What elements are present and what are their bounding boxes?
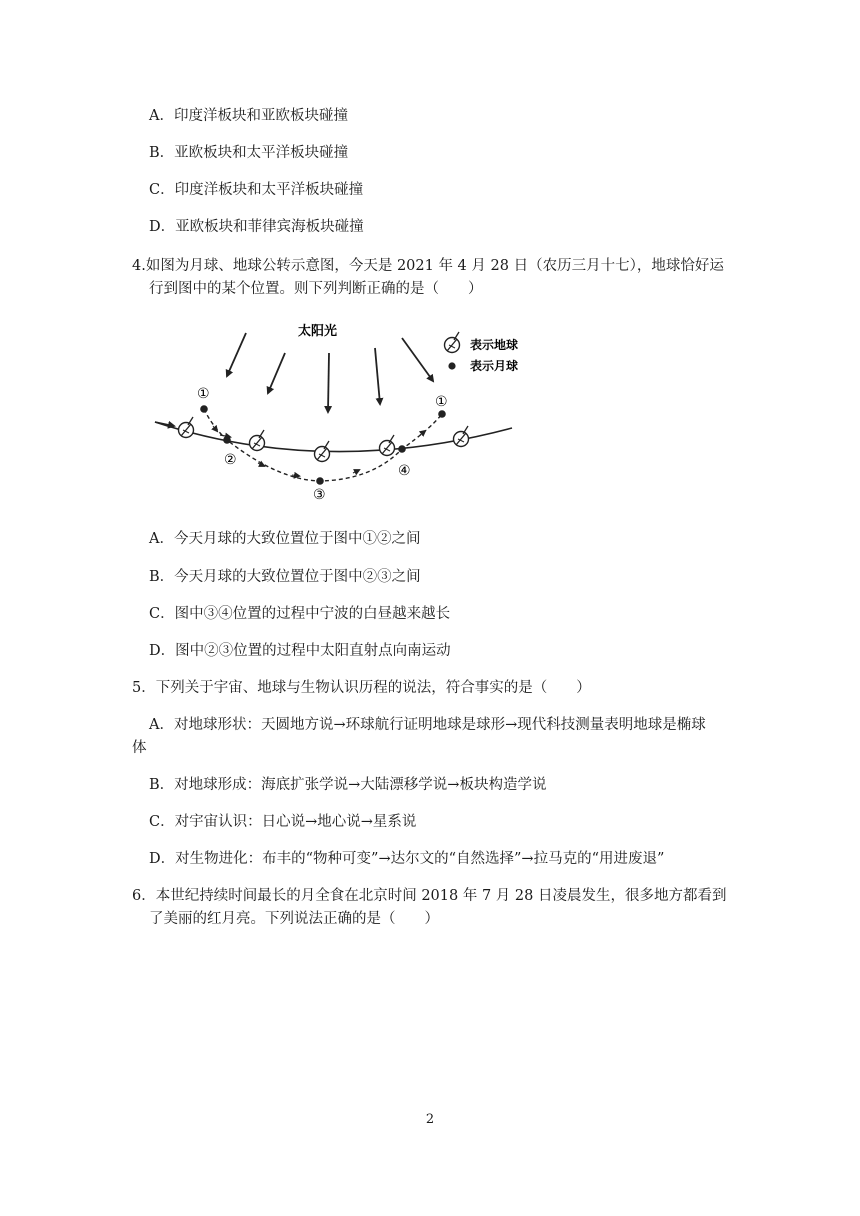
- moon-position-4: [398, 445, 406, 453]
- sunlight-arrows: [227, 333, 433, 412]
- q6-stem-line1: 6．本世纪持续时间最长的月全食在北京时间 2018 年 7 月 28 日凌晨发生，很多地方都看到: [132, 888, 727, 904]
- q5-option-b: B．对地球形成：海底扩张学说→大陆漂移学说→板块构造学说: [149, 777, 547, 793]
- q5-option-a-line1: A．对地球形状：天圆地方说→环球航行证明地球是球形→现代科技测量表明地球是椭球: [149, 717, 706, 733]
- q6-stem-line2: 了美丽的红月亮。下列说法正确的是（ ）: [149, 911, 439, 927]
- q4-stem-line1: 4.如图为月球、地球公转示意图，今天是 2021 年 4 月 28 日（农历三月十七），地球恰好运: [132, 258, 724, 274]
- pos2-label: ②: [224, 452, 237, 468]
- sunlight-label: 太阳光: [298, 324, 338, 339]
- legend: [445, 332, 519, 373]
- pos4-label: ④: [398, 463, 411, 479]
- moon-position-1-right: [438, 410, 446, 418]
- q4-stem-line2: 行到图中的某个位置。则下列判断正确的是（ ）: [149, 281, 483, 297]
- earth-position-2: [250, 430, 265, 451]
- q4-option-a: A．今天月球的大致位置位于图中①②之间: [149, 531, 421, 547]
- moon-position-2: [223, 436, 231, 444]
- legend-moon-label: 表示月球: [470, 359, 519, 373]
- q3-option-d: D．亚欧板块和菲律宾海板块碰撞: [149, 219, 364, 235]
- q4-option-d: D．图中②③位置的过程中太阳直射点向南运动: [149, 643, 451, 659]
- q4-option-c: C．图中③④位置的过程中宁波的白昼越来越长: [149, 606, 451, 622]
- moon-earth-orbit-diagram: [150, 318, 530, 510]
- page-number: 2: [425, 1112, 435, 1127]
- earth-position-4: [380, 435, 395, 456]
- q5-option-c: C．对宇宙认识：日心说→地心说→星系说: [149, 814, 417, 830]
- moon-position-3: [316, 477, 324, 485]
- legend-earth-icon: [445, 332, 460, 353]
- pos1-right-label: ①: [435, 394, 448, 410]
- legend-moon-icon: [448, 362, 455, 369]
- q3-option-c: C．印度洋板块和太平洋板块碰撞: [149, 182, 364, 198]
- moon-position-1-left: [200, 405, 208, 413]
- q3-option-a: A．印度洋板块和亚欧板块碰撞: [149, 108, 348, 124]
- q5-stem: 5．下列关于宇宙、地球与生物认识历程的说法，符合事实的是（ ）: [132, 680, 591, 696]
- pos1-left-label: ①: [197, 386, 210, 402]
- earth-position-5: [454, 426, 469, 447]
- pos3-label: ③: [313, 487, 326, 503]
- q3-option-b: B．亚欧板块和太平洋板块碰撞: [149, 145, 349, 161]
- q5-option-a-line2: 体: [132, 740, 147, 756]
- q4-option-b: B．今天月球的大致位置位于图中②③之间: [149, 569, 421, 585]
- earth-position-3: [315, 441, 330, 462]
- legend-earth-label: 表示地球: [470, 338, 519, 352]
- earth-position-1: [179, 417, 194, 438]
- q5-option-d: D．对生物进化：布丰的“物种可变”→达尔文的“自然选择”→拉马克的“用进废退”: [149, 851, 665, 867]
